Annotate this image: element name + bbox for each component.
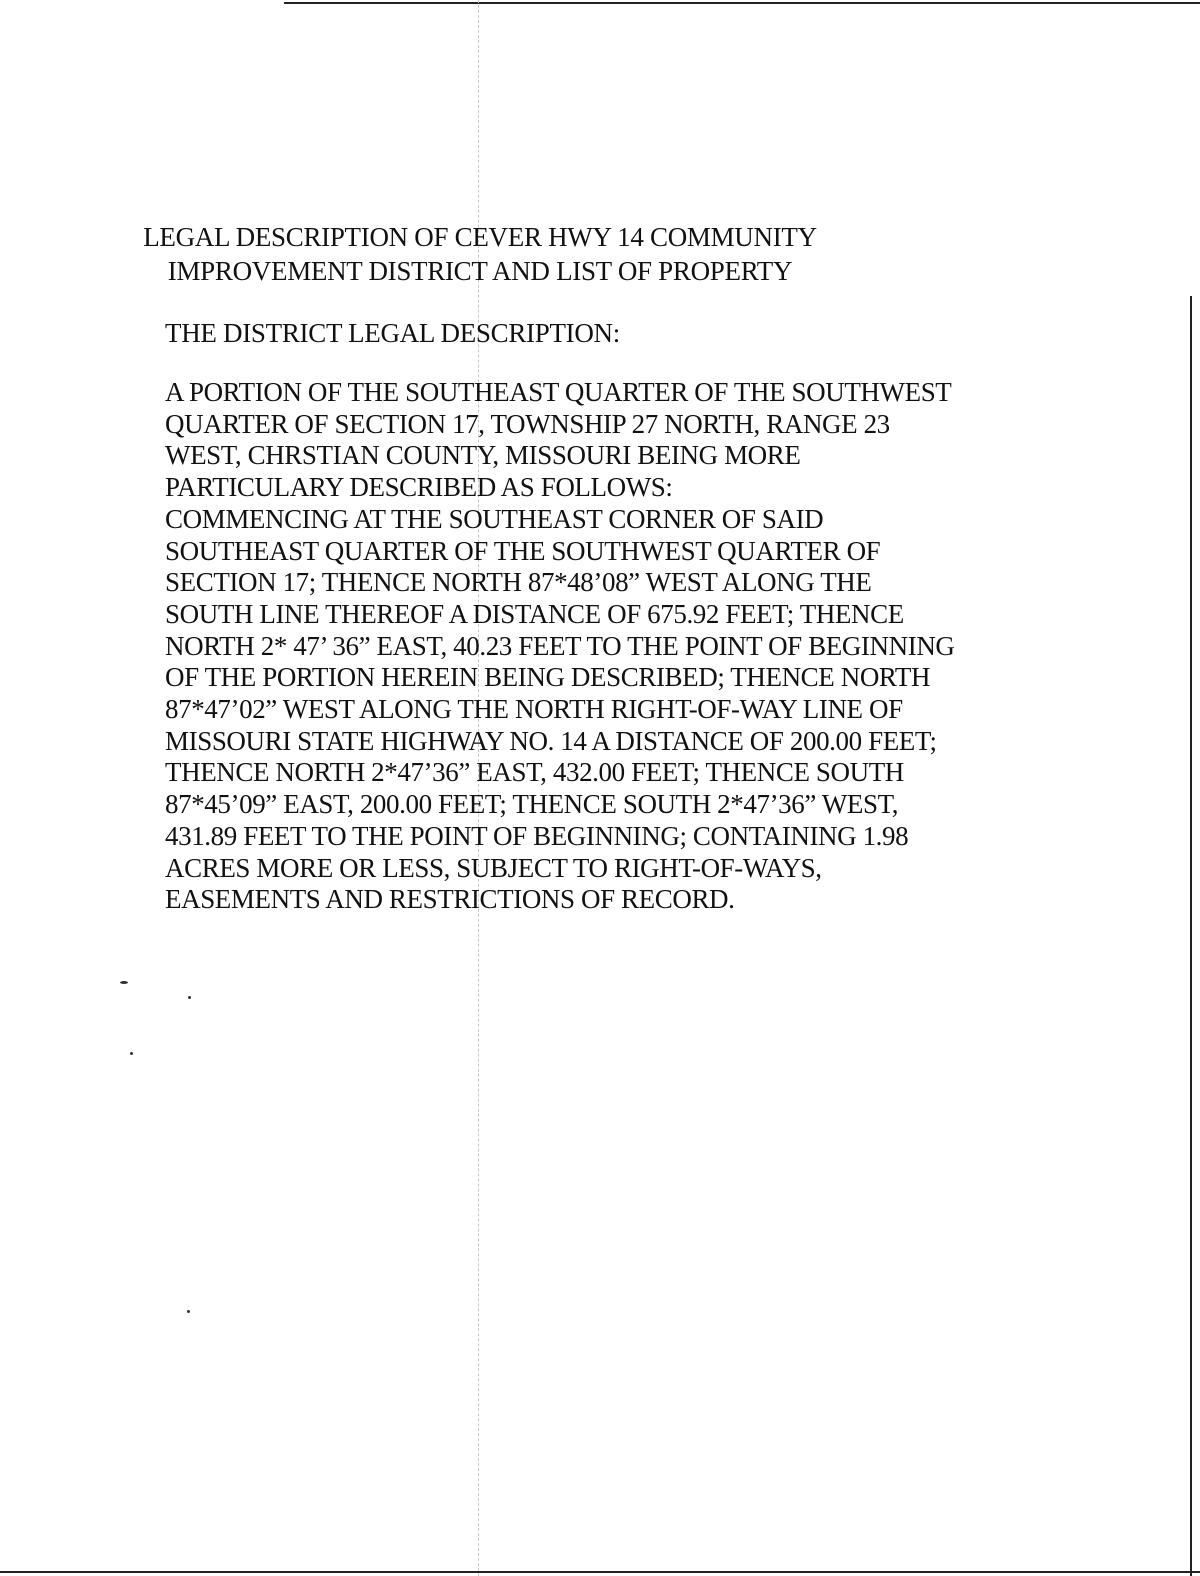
legal-description bbox=[165, 377, 1025, 916]
description-line: QUARTER OF SECTION 17, TOWNSHIP 27 NORTH, RANGE 23 bbox=[165, 408, 890, 439]
description-line: EASEMENTS AND RESTRICTIONS OF RECORD. bbox=[165, 884, 735, 915]
description-line: 87*47’02” WEST ALONG THE NORTH RIGHT-OF-WAY LINE OF bbox=[165, 694, 903, 725]
description-line: SOUTHEAST QUARTER OF THE SOUTHWEST QUARTER OF bbox=[165, 535, 881, 566]
description-line: OF THE PORTION HEREIN BEING DESCRIBED; THENCE NORTH bbox=[165, 662, 931, 693]
scan-edge-right bbox=[1190, 296, 1192, 1576]
title-line: IMPROVEMENT DISTRICT AND LIST OF PROPERTY bbox=[167, 256, 793, 286]
description-line: 431.89 FEET TO THE POINT OF BEGINNING; CONTAINING 1.98 bbox=[165, 820, 909, 851]
scan-speck bbox=[130, 1052, 133, 1055]
document-title bbox=[140, 220, 820, 288]
description-line: THENCE NORTH 2*47’36” EAST, 432.00 FEET; THENCE SOUTH bbox=[165, 757, 904, 788]
description-line: PARTICULARY DESCRIBED AS FOLLOWS: bbox=[165, 472, 673, 503]
description-line: MISSOURI STATE HIGHWAY NO. 14 A DISTANCE OF 200.00 FEET; bbox=[165, 725, 937, 756]
scan-speck bbox=[120, 981, 128, 984]
scan-edge-top bbox=[284, 2, 1200, 4]
description-line: 87*45’09” EAST, 200.00 FEET; THENCE SOUTH 2*47’36” WEST, bbox=[165, 789, 899, 820]
description-line: SECTION 17; THENCE NORTH 87*48’08” WEST ALONG THE bbox=[165, 567, 872, 598]
scan-edge-bottom bbox=[0, 1571, 1200, 1573]
description-line: A PORTION OF THE SOUTHEAST QUARTER OF THE SOUTHWEST bbox=[165, 377, 952, 407]
description-line: ACRES MORE OR LESS, SUBJECT TO RIGHT-OF-WAYS, bbox=[165, 852, 822, 883]
scan-speck bbox=[187, 1310, 190, 1313]
description-line: SOUTH LINE THEREOF A DISTANCE OF 675.92 FEET; THENCE bbox=[165, 598, 904, 629]
scan-speck bbox=[188, 996, 191, 999]
description-line: NORTH 2* 47’ 36” EAST, 40.23 FEET TO THE POINT OF BEGINNING bbox=[165, 630, 955, 661]
section-heading: THE DISTRICT LEGAL DESCRIPTION: bbox=[165, 318, 620, 348]
title-line: LEGAL DESCRIPTION OF CEVER HWY 14 COMMUNITY bbox=[143, 222, 817, 252]
description-line: COMMENCING AT THE SOUTHEAST CORNER OF SAID bbox=[165, 503, 824, 534]
description-line: WEST, CHRSTIAN COUNTY, MISSOURI BEING MORE bbox=[165, 440, 801, 471]
